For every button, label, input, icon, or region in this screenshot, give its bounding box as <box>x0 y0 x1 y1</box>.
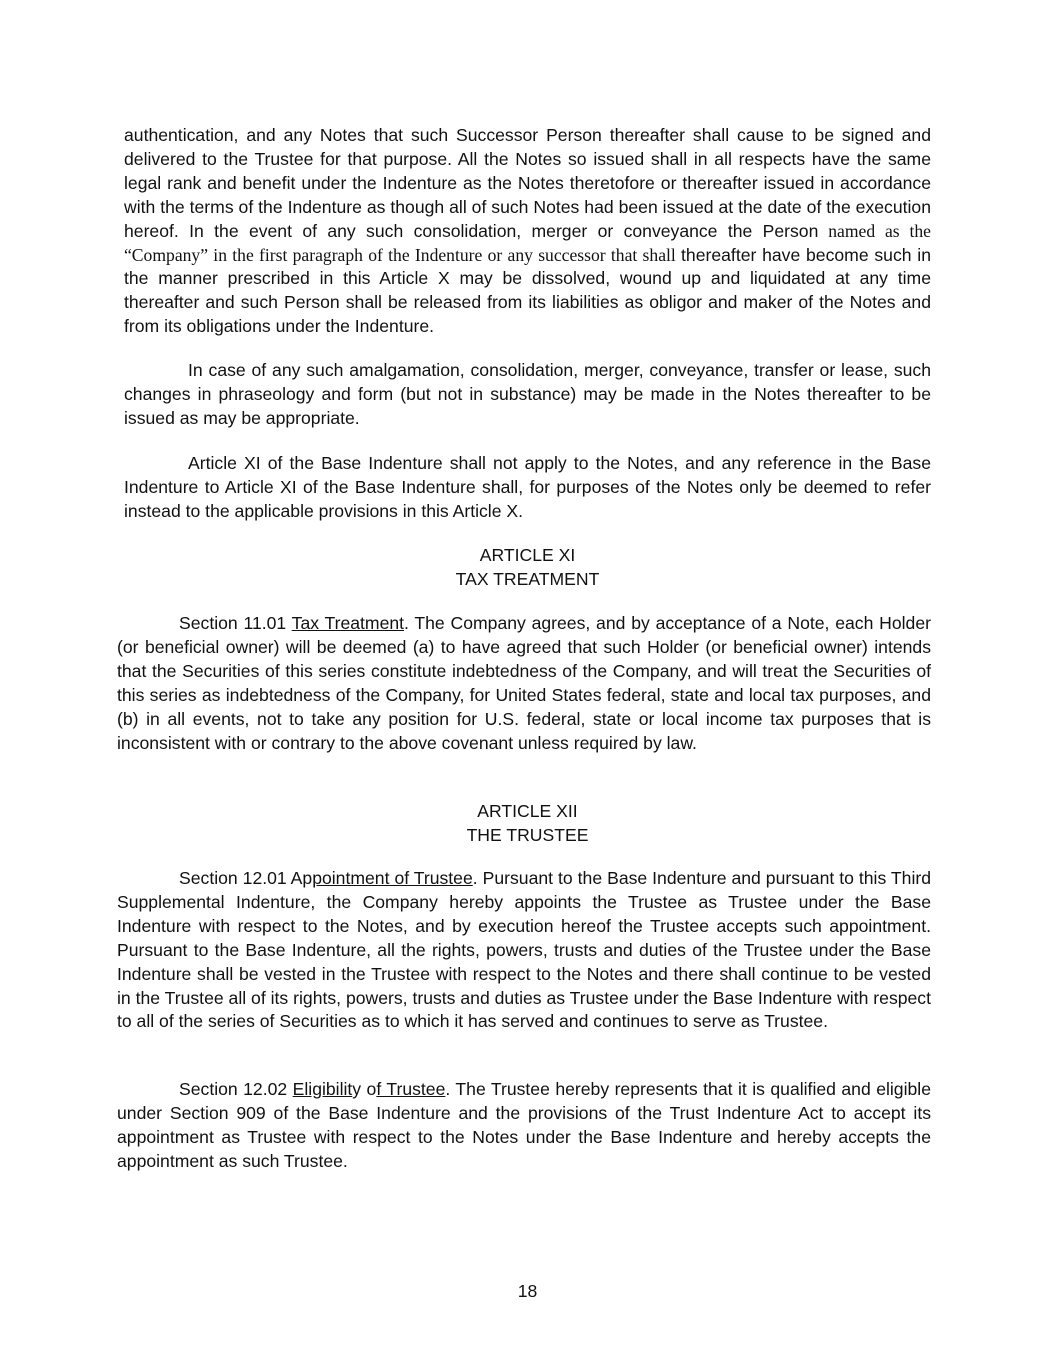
section-12-02 <box>117 1078 931 1174</box>
continued-paragraph-part3: thereafter have become such in the manner prescribed in this Article X may be dissolved, wound up and liquidated at any time thereafter and such Person shall be released from its liabilities as obligor and maker of the Notes and from its obligations under the Indenture. <box>124 244 931 337</box>
section-12-02-number: Section 12.02 <box>179 1079 293 1099</box>
continued-paragraph-part2: named as the “Company” in the first paragraph of the Indenture or any successor that shall <box>124 220 931 265</box>
section-12-01 <box>117 867 931 1034</box>
section-12-01-body: . Pursuant to the Base Indenture and pursuant to this Third Supplemental Indenture, the Company hereby appoints the Trustee as Trustee under the Base Indenture with respect to the Notes, and by execution hereof the Trustee accepts such appointment. Pursuant to the Base Indenture, all the rights, powers, trusts and duties of the Trustee under the Base Indenture shall be vested in the Trustee with respect to the Notes and there shall continue to be vested in the Trustee all of its rights, powers, trusts and duties as Trustee under the Base Indenture with respect to all of the series of Securities as to which it has served and continues to serve as Trustee. <box>117 868 931 1032</box>
section-12-02-body: . The Trustee hereby represents that it is qualified and eligible under Section 909 of the Base Indenture and the provisions of the Trust Indenture Act to accept its appointment as Trustee with respect to the Notes under the Base Indenture and hereby accepts the appointment as such Trustee. <box>117 1079 931 1171</box>
section-12-02-heading-a: Eligibilit <box>292 1079 353 1099</box>
article-xii-title: THE TRUSTEE <box>466 825 589 845</box>
section-11-01-body: . The Company agrees, and by acceptance of a Note, each Holder (or beneficial owner) will be deemed (a) to have agreed that such Holder (or beneficial owner) intends that the Securities of this series constitute indebtedness of the Company, and will treat the Securities of this series as indebtedness of the Company, for United States federal, state and local tax purposes, and (b) in all events, not to take any position for U.S. federal, state or local income tax purposes that is inconsistent with or contrary to the above covenant unless required by law. <box>117 613 931 753</box>
continued-paragraph-part1: authentication, and any Notes that such Successor Person thereafter shall cause to be signed and delivered to the Trustee for that purpose. All the Notes so issued shall in all respects have the same legal rank and benefit under the Indenture as the Notes theretofore or thereafter issued in accordance with the terms of the Indenture as though all of such Notes had been issued at the date of the execution hereof. In the event of any such consolidation, merger or conveyance the Person <box>124 125 931 241</box>
article-xi-title: TAX TREATMENT <box>455 569 600 589</box>
page-number: 18 <box>517 1281 538 1301</box>
section-12-02-heading-b: y o <box>352 1079 377 1099</box>
section-12-02-heading-c: f Trustee <box>376 1079 446 1099</box>
continued-paragraph <box>124 124 931 339</box>
article-xii-number: ARTICLE XII <box>477 801 578 821</box>
section-11-01-number: Section 11.01 <box>179 613 292 633</box>
section-11-01 <box>117 612 931 755</box>
paragraph-article-xi-reference: Article XI of the Base Indenture shall not apply to the Notes, and any reference in the Base Indenture to Article XI of the Base Indenture shall, for purposes of the Notes only be deemed to refer instead to the applicable provisions in this Article X. <box>124 453 931 521</box>
section-11-01-heading: Tax Treatment <box>291 613 405 633</box>
article-xi-heading <box>0 543 1055 591</box>
paragraph-phraseology: In case of any such amalgamation, consolidation, merger, conveyance, transfer or lease, such changes in phraseology and form (but not in substance) may be made in the Notes thereafter to be issued as may be appropriate. <box>124 360 931 428</box>
section-12-01-number: Section 12.01 Ap <box>179 868 313 888</box>
article-xi-number: ARTICLE XI <box>479 545 576 565</box>
article-xii-heading <box>0 799 1055 847</box>
section-12-01-heading: pointment of Trustee <box>312 868 473 888</box>
